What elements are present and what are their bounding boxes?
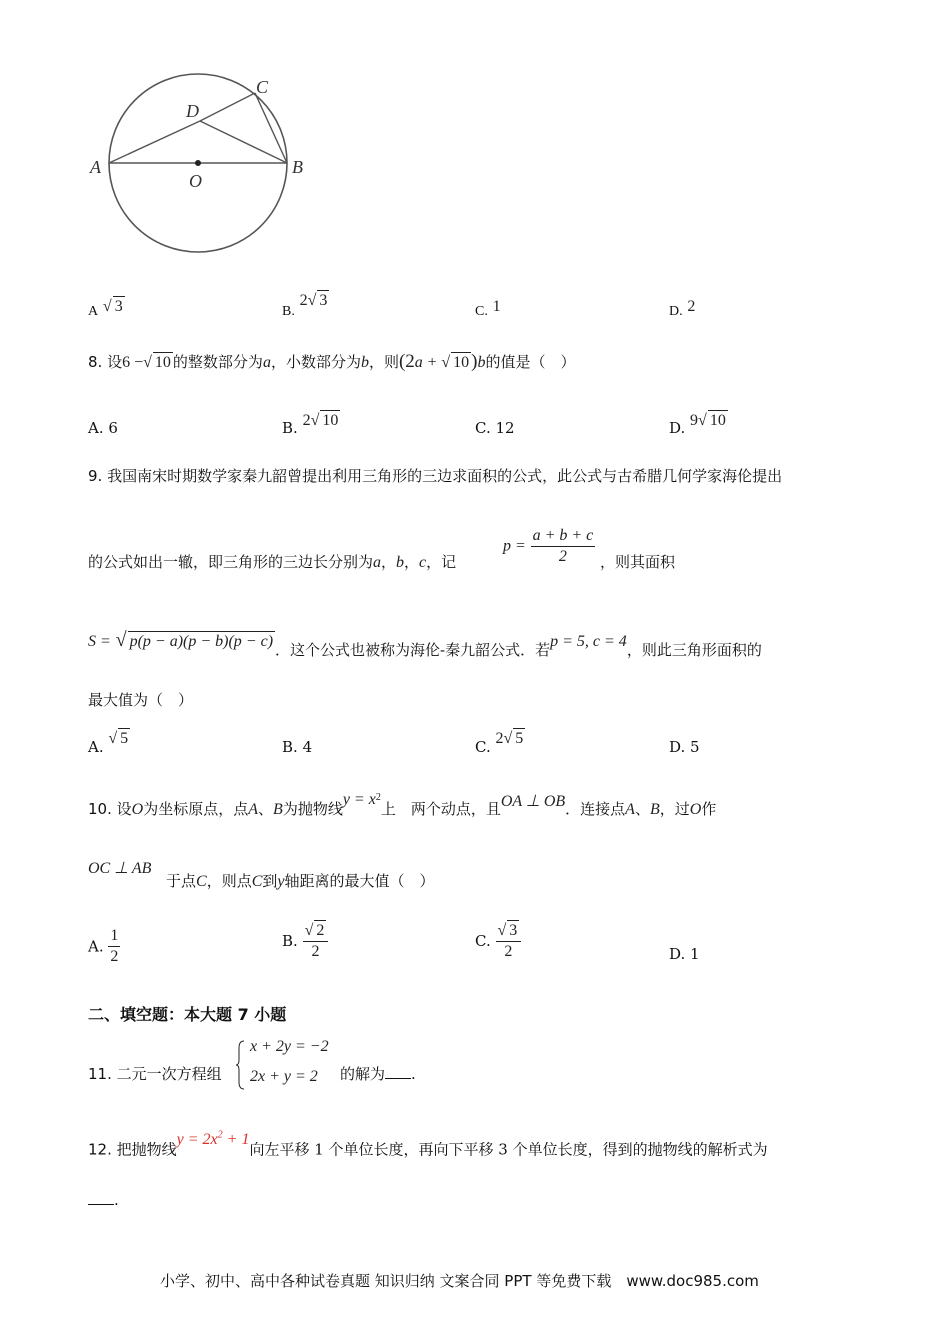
sqrt-value: 3 (319, 292, 328, 309)
option-letter: B. (282, 932, 298, 950)
option-letter: D. (669, 304, 683, 319)
q7-option-d[interactable] (669, 296, 695, 318)
q8-option-a[interactable] (88, 418, 118, 438)
q12-stem: 12. 把抛物线$y = 2x^2 + 1$向左平移 1 个单位长度，再向下平移 3 个单位长度，得到的抛物线的解析式为 (88, 1130, 768, 1159)
geometry-figure (80, 70, 320, 260)
question-number: 8. (88, 353, 103, 371)
fraction: $\frac{1}{2}$ (110, 927, 119, 965)
option-letter: C. (475, 419, 491, 437)
option-letter: A. (88, 937, 104, 956)
q8-option-c[interactable] (475, 418, 515, 438)
segment-dc (200, 93, 255, 121)
label-d: D (186, 101, 199, 121)
option-letter: D. (669, 945, 686, 963)
q9-line-2: 的公式如出一辙，即三角形的三边长分别为a，b，c，记 (88, 553, 457, 571)
q8-option-b[interactable]: B. 2√ 10 (282, 412, 339, 437)
option-letter: B. (282, 738, 298, 756)
equation-1: x + 2y = −2 (250, 1038, 329, 1055)
coef: 2 (299, 292, 308, 309)
option-value: 12 (495, 419, 515, 437)
option-value: 1 (690, 945, 700, 963)
option-letter: D. (669, 419, 686, 437)
q9-option-c[interactable]: C. 2√ 5 (475, 730, 524, 756)
option-letter: C. (475, 304, 488, 319)
page-footer: 小学、初中、高中各种试卷真题 知识归纳 文案合同 PPT 等免费下载 www.doc985.com (160, 1272, 759, 1290)
segment-ad (109, 121, 200, 163)
q7-option-b[interactable]: B. 2√ 3 (282, 292, 328, 319)
q9-line-1: 9. 我国南宋时期数学家秦九韶曾提出利用三角形的三边求面积的公式，此公式与古希腊几何学家海伦提出 (88, 467, 783, 485)
q10-option-b[interactable] (282, 920, 328, 962)
option-letter: B. (282, 419, 298, 437)
label-b: B (292, 157, 303, 177)
answer-blank[interactable] (385, 1066, 411, 1079)
option-letter: A. (88, 419, 104, 437)
label-a: A (90, 157, 101, 177)
option-letter: C. (475, 932, 491, 950)
option-value: 2 (687, 298, 696, 315)
option-value: 6 (108, 419, 118, 437)
sqrt-value: 3 (114, 298, 123, 315)
segment-db (200, 121, 287, 163)
option-letter: D. (669, 738, 686, 756)
q9-option-a[interactable]: A. √ 5 (88, 730, 129, 756)
q8-option-d[interactable]: D. 9√ 10 (669, 412, 726, 437)
fraction: $\frac{a + b + c}{2}$ (532, 527, 594, 565)
q8-stem: 8. 设6 −√ 10 的整数部分为a，小数部分为b，则(2a + √ 10 )b的值是（ ） (88, 351, 576, 372)
q10-option-c[interactable] (475, 920, 521, 962)
question-number: 10. (88, 800, 112, 818)
option-letter: C. (475, 738, 491, 756)
equation-2: 2x + y = 2 (250, 1068, 318, 1085)
segment-cb (255, 93, 287, 163)
q7-option-c[interactable] (475, 296, 501, 318)
q9-line-3: S = √ p(p − a)(p − b)(p − c) ．这个公式也被称为海伦-秦九韶公式．若p = 5, c = 4，则此三角形面积的 (88, 629, 762, 659)
q10-line-2-text: 于点C，则点C到y轴距离的最大值（ ） (166, 872, 435, 890)
q10-option-d[interactable] (669, 944, 700, 964)
option-value: 5 (690, 738, 700, 756)
question-number: 9. (88, 467, 103, 485)
q10-option-a[interactable] (88, 926, 120, 967)
q9-line-2-tail: ，则其面积 (600, 553, 676, 571)
q7-option-a[interactable]: A √ 3 (88, 298, 123, 319)
q11-stem: 11. 二元一次方程组 (88, 1065, 222, 1083)
q10-line-2: OC ⊥ AB (88, 860, 152, 877)
option-value: 4 (302, 738, 313, 756)
q10-line-1: 10. 设O为坐标原点，点A、B为抛物线$y = x^2$上 两个动点，且OA ⊥ OB．连接点A、B，过O作 (88, 791, 717, 818)
option-letter: B. (282, 304, 295, 319)
label-c: C (256, 77, 269, 97)
fraction: $\frac{√ 3}{2}$ (496, 920, 522, 962)
answer-blank[interactable] (88, 1192, 114, 1205)
option-letter: A (88, 304, 99, 319)
fraction: $\frac{√ 2}{2}$ (303, 920, 329, 962)
center-point (195, 160, 201, 166)
q12-answer-line: . (88, 1190, 119, 1210)
option-letter: A. (88, 738, 104, 756)
question-number: 11. (88, 1065, 112, 1083)
question-number: 12. (88, 1140, 112, 1159)
option-value: 1 (492, 298, 501, 315)
q9-option-d[interactable] (669, 737, 700, 757)
label-o: O (189, 171, 202, 191)
q9-option-b[interactable] (282, 737, 312, 757)
section-heading: 二、填空题：本大题 7 小题 (88, 1005, 287, 1024)
q9-line-4: 最大值为（ ） (88, 691, 194, 709)
q9-p-formula: p = $\frac{a + b + c}{2}$ (503, 527, 594, 565)
q11-tail: 的解为 . (340, 1065, 416, 1083)
parabola-expression: $y = 2x^2 + 1$ (176, 1130, 250, 1149)
brace-icon (236, 1040, 246, 1090)
